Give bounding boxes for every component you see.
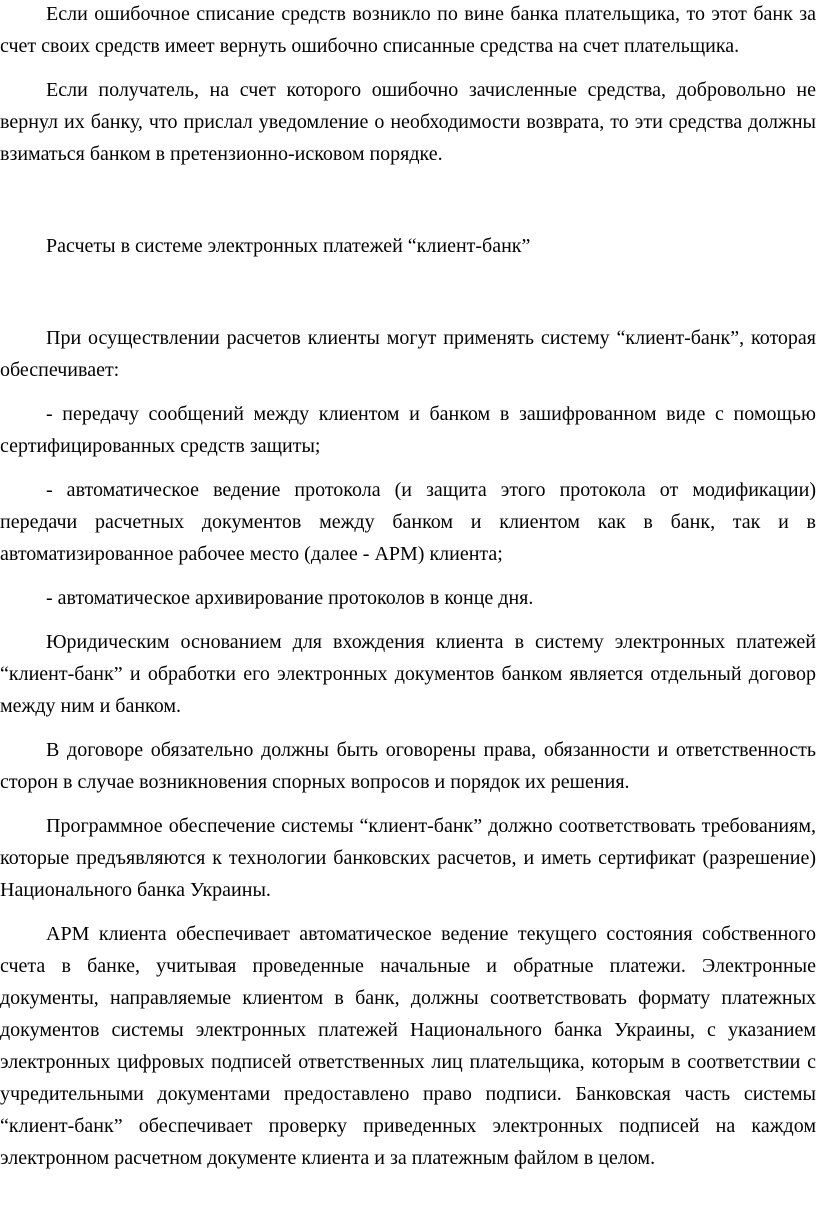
paragraph-client-bank-intro: При осуществлении расчетов клиенты могут применять систему “клиент-банк”, которая обеспечивает: xyxy=(0,327,816,381)
paragraph-arm-client: АРМ клиента обеспечивает автоматическое ведение текущего состояния собственного счета в банке, учитывая проведенные начальные и обратные платежи. Электронные документы, направляемые клиентом в банк, должны соответствовать формату платежных документов системы электронных платежей Национального банка Украины, с указанием электронных цифровых подписей ответственных лиц плательщика, которым в соответствии с учредительными документами предоставлено право подписи. Банковская часть системы “клиент-банк” обеспечивает проверку приведенных электронных подписей на каждом электронном расчетном документе клиента и за платежным файлом в целом. xyxy=(0,923,816,1169)
section-heading: Расчеты в системе электронных платежей “клиент-банк” xyxy=(46,235,531,257)
paragraph-bank-error-refund: Если ошибочное списание средств возникло по вине банка плательщика, то этот банк за счет своих средств имеет вернуть ошибочно списанные средства на счет плательщика. xyxy=(0,3,816,57)
paragraph-recipient-return: Если получатель, на счет которого ошибочно зачисленные средства, добровольно не вернул их банку, что прислал уведомление о необходимости возврата, то эти средства должны взиматься банком в претензионно-исковом порядке. xyxy=(0,79,816,165)
paragraph-contract-terms: В договоре обязательно должны быть оговорены права, обязанности и ответственность сторон в случае возникновения спорных вопросов и порядок их решения. xyxy=(0,739,816,793)
paragraph-software-requirements: Программное обеспечение системы “клиент-банк” должно соответствовать требованиям, которые предъявляются к технологии банковских расчетов, и иметь сертификат (разрешение) Национального банка Украины. xyxy=(0,815,816,901)
list-item-archiving: - автоматическое архивирование протоколов в конце дня. xyxy=(46,587,534,609)
list-item-protocol-logging: - автоматическое ведение протокола (и защита этого протокола от модификации) передачи расчетных документов между банком и клиентом как в банк, так и в автоматизированное рабочее место (далее - АРМ) клиента; xyxy=(0,479,816,565)
paragraph-legal-basis: Юридическим основанием для вхождения клиента в систему электронных платежей “клиент-банк” и обработки его электронных документов банком является отдельный договор между ним и банком. xyxy=(0,631,816,717)
list-item-encrypted-messages: - передачу сообщений между клиентом и банком в зашифрованном виде с помощью сертифицированных средств защиты; xyxy=(0,403,816,457)
